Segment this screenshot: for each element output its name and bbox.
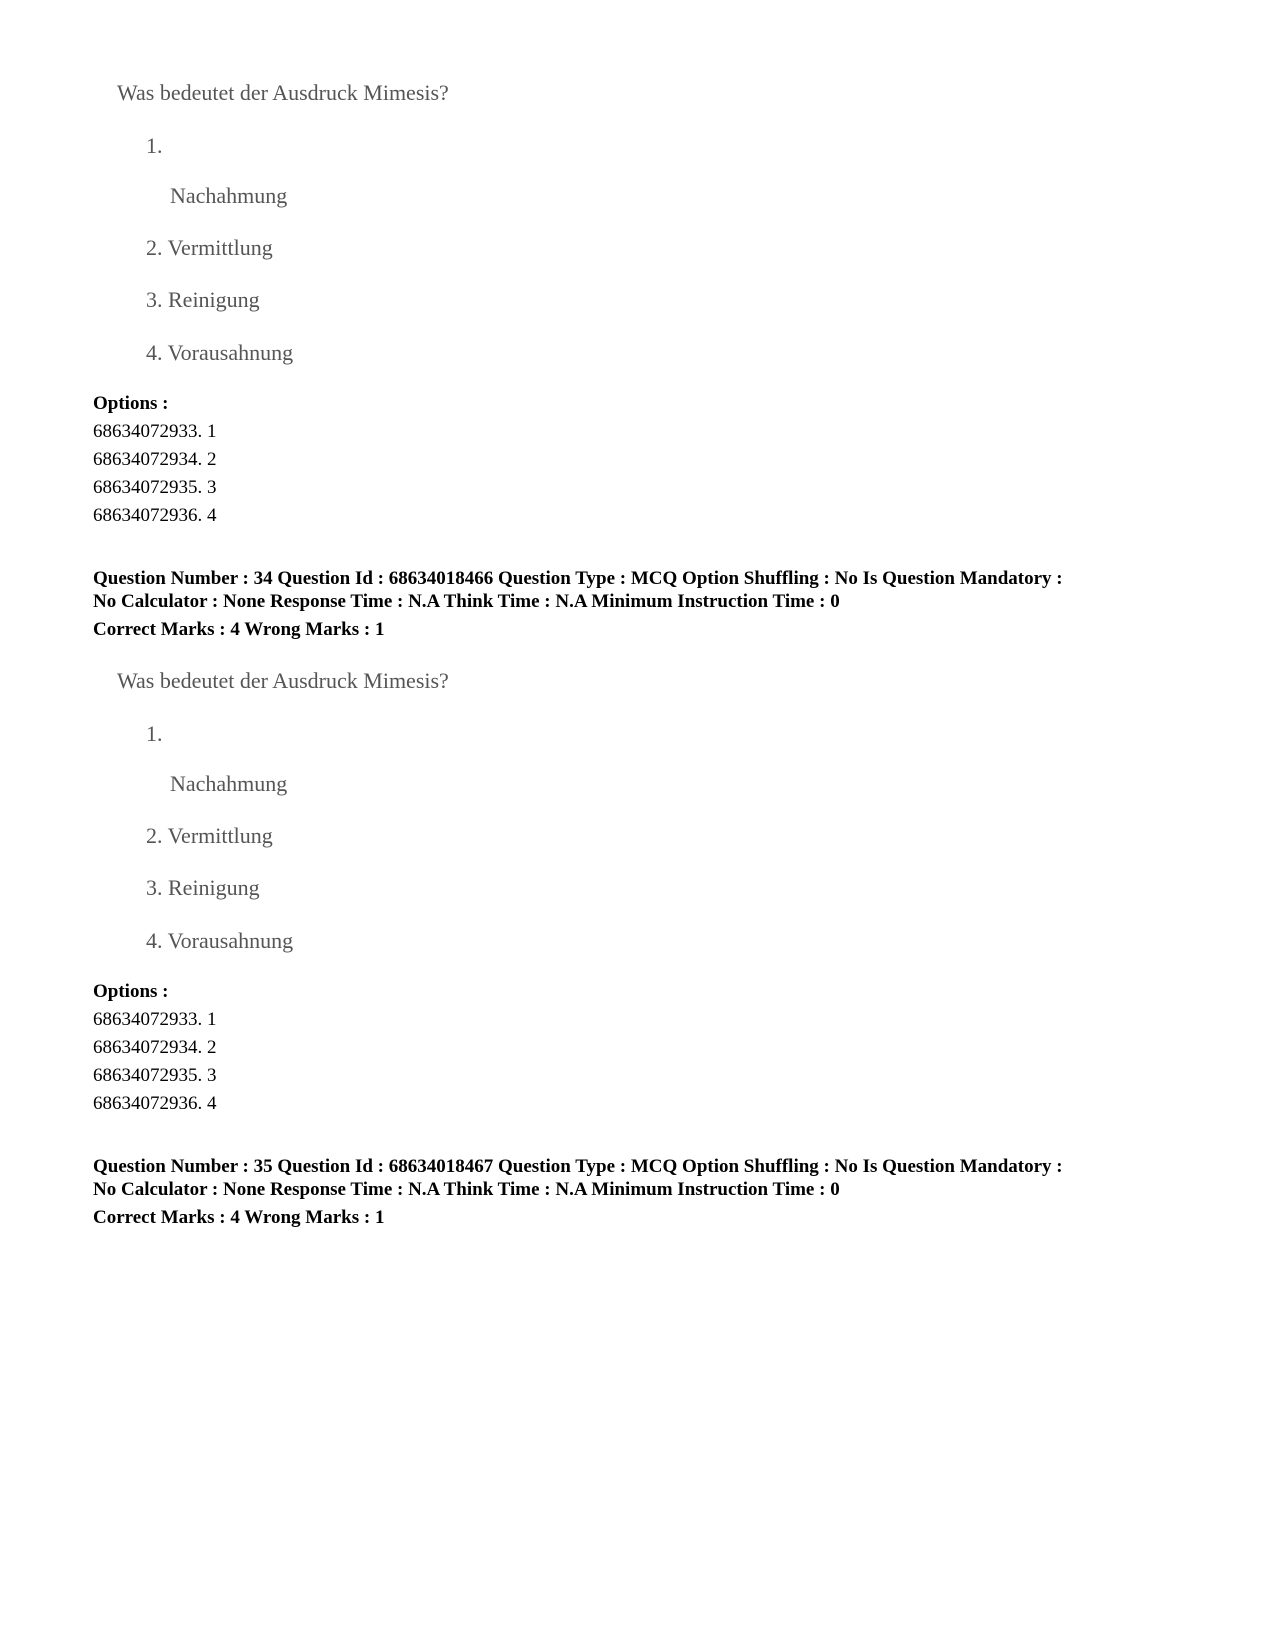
choice-number: 4.: [146, 340, 163, 365]
marks-line: Correct Marks : 4 Wrong Marks : 1: [93, 619, 385, 640]
question-text: Was bedeutet der Ausdruck Mimesis?: [117, 80, 449, 105]
choice-number: 1.: [146, 721, 163, 746]
choice-number: 4.: [146, 928, 163, 953]
marks-line: Correct Marks : 4 Wrong Marks : 1: [93, 1207, 385, 1228]
options-label: Options :: [93, 393, 169, 414]
option-item: 68634072936. 4: [93, 505, 217, 526]
choice-text: Vermittlung: [167, 823, 273, 848]
choice-text: Nachahmung: [170, 771, 288, 796]
choice-text: Nachahmung: [170, 183, 288, 208]
option-item: 68634072935. 3: [93, 1065, 217, 1086]
option-item: 68634072934. 2: [93, 1037, 217, 1058]
choice-item: [146, 928, 293, 954]
choice-number: 2.: [146, 235, 163, 260]
option-item: 68634072935. 3: [93, 477, 217, 498]
choice-text: Reinigung: [168, 875, 260, 900]
question-header-line-1: Question Number : 35 Question Id : 68634018467 Question Type : MCQ Option Shuffling : No Is Question Mandatory :: [93, 1156, 1063, 1177]
choice-number: 3.: [146, 287, 163, 312]
option-item: 68634072936. 4: [93, 1093, 217, 1114]
choice-number: 2.: [146, 823, 163, 848]
choice-number: 1.: [146, 133, 163, 158]
option-item: 68634072934. 2: [93, 449, 217, 470]
question-header-line-2: No Calculator : None Response Time : N.A Think Time : N.A Minimum Instruction Time : 0: [93, 1179, 840, 1200]
choice-text: Reinigung: [168, 287, 260, 312]
choice-text: Vermittlung: [167, 235, 273, 260]
question-header-line-2: No Calculator : None Response Time : N.A Think Time : N.A Minimum Instruction Time : 0: [93, 591, 840, 612]
question-text: Was bedeutet der Ausdruck Mimesis?: [117, 668, 449, 693]
choice-text: Vorausahnung: [167, 340, 294, 365]
option-item: 68634072933. 1: [93, 1009, 217, 1030]
option-item: 68634072933. 1: [93, 421, 217, 442]
choice-text: Vorausahnung: [167, 928, 294, 953]
choice-item: [146, 287, 260, 313]
choice-item: [146, 823, 273, 849]
choice-item: [146, 340, 293, 366]
question-header-line-1: Question Number : 34 Question Id : 68634018466 Question Type : MCQ Option Shuffling : No Is Question Mandatory :: [93, 568, 1063, 589]
choice-item: [146, 875, 260, 901]
choice-item: [146, 235, 273, 261]
options-label: Options :: [93, 981, 169, 1002]
choice-number: 3.: [146, 875, 163, 900]
